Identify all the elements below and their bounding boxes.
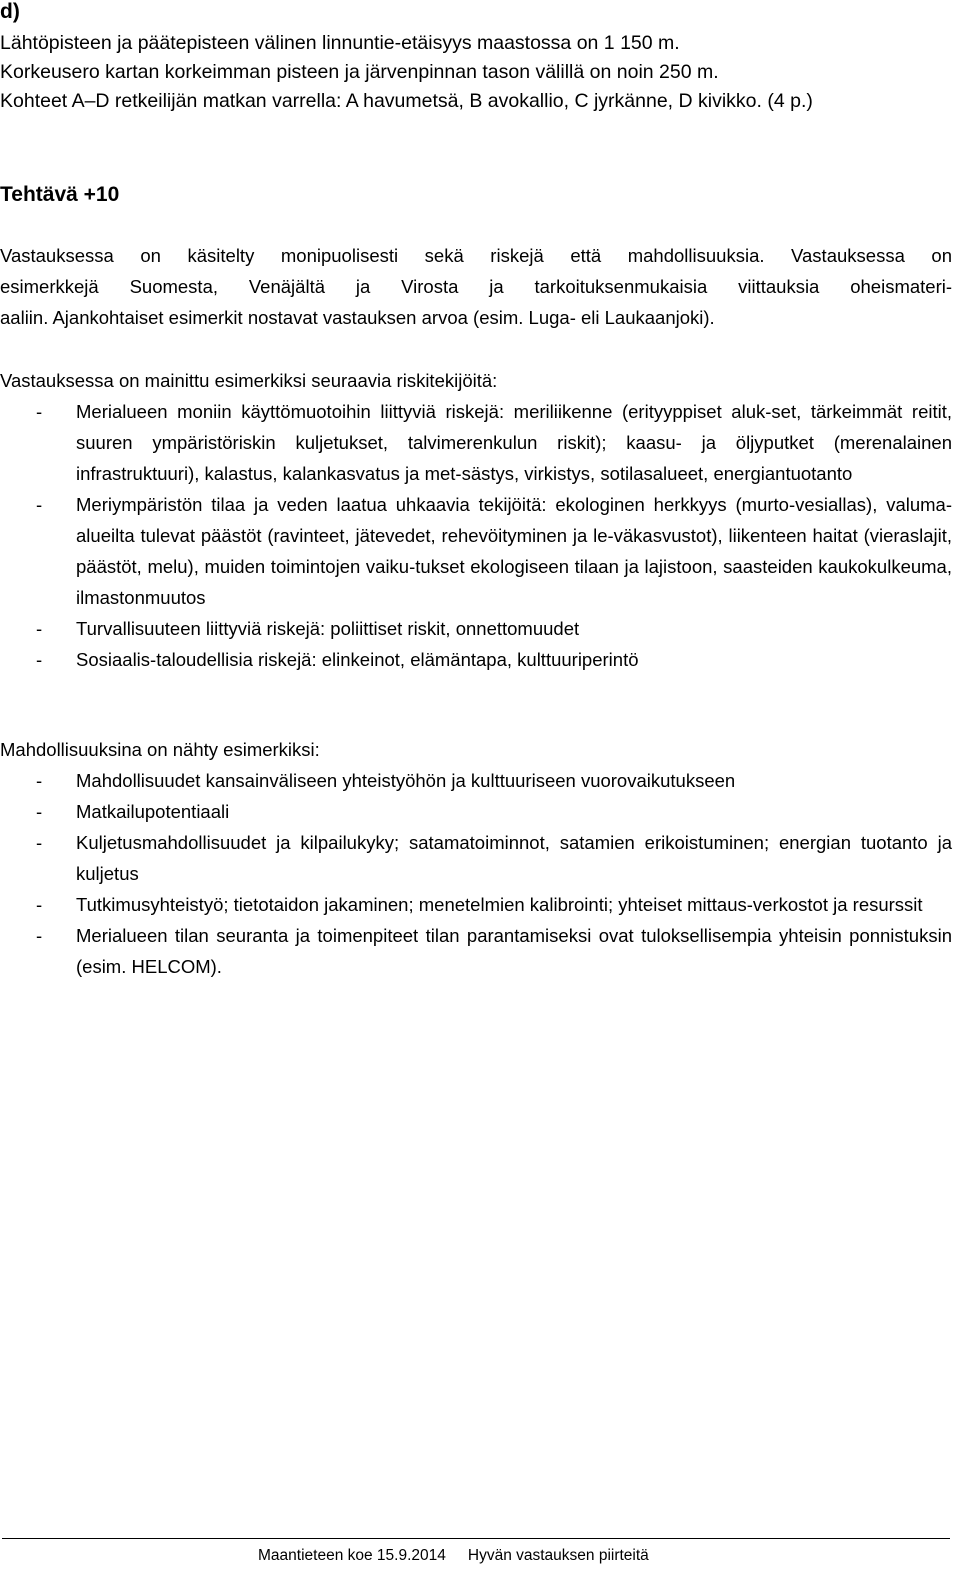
part-answer [0,29,955,116]
paragraph-line: esimerkkejä Suomesta, Venäjältä ja Virosta ja tarkoituksenmukaisia viittauksia oheismateri- [0,276,952,297]
list-item [0,827,952,889]
list-item [0,920,952,982]
list-item [0,889,952,920]
footer-title: Hyvän vastauksen piirteitä [467,1547,649,1564]
list-item-text: Kuljetusmahdollisuudet ja kilpailukyky; satamatoiminnot, satamien erikoistuminen; energian tuotanto ja kuljetus [76,832,952,884]
dash-bullet: - [36,801,43,822]
list-item-text: Mahdollisuudet kansainväliseen yhteistyöhön ja kulttuuriseen vuorovaikutukseen [76,770,736,791]
dash-bullet: - [36,832,43,853]
task-paragraph [0,240,952,333]
list-item-text: Meriympäristön tilaa ja veden laatua uhkaavia tekijöitä: ekologinen herkkyys (murto-vesiallas), valuma-alueilta tulevat päästöt (ravinteet, jätevedet, rehevöityminen ja le-väkasvustot), liikenteen haitat (vieraslajit, päästöt, melu), muiden toimintojen vaiku-tukset ekologiseen tilaan ja lajistoon, saasteiden kaukokulkeuma, ilmastonmuutos [76,494,952,608]
part-line: Lähtöpisteen ja päätepisteen välinen linnuntie-etäisyys maastossa on 1 150 m. [0,32,680,54]
risks-intro: Vastauksessa on mainittu esimerkiksi seuraavia riskitekijöitä: [0,370,498,391]
list-item-text: Merialueen moniin käyttömuotoihin liittyviä riskejä: meriliikenne (erityyppiset aluk-set, tärkeimmät reitit, suuren ympäristöriskin kuljetukset, talvimerenkulun riskit); kaasu- ja öljyputket (merenalainen infrastruktuuri), kalastus, kalankasvatus ja met-sästys, virkistys, sotilasalueet, energiantuotanto [76,401,952,484]
page-footer [258,1545,649,1567]
part-label: d) [0,0,20,23]
task-heading: Tehtävä +10 [0,183,120,206]
dash-bullet: - [36,925,43,946]
opportunities-list [0,765,952,982]
footer-exam: Maantieteen koe 15.9.2014 [258,1547,446,1564]
list-item [0,796,952,827]
list-item [0,644,952,675]
list-item-text: Sosiaalis-taloudellisia riskejä: elinkeinot, elämäntapa, kulttuuriperintö [76,649,639,670]
dash-bullet: - [36,770,43,791]
list-item-text: Matkailupotentiaali [76,801,230,822]
footer-divider [2,1538,950,1539]
list-item [0,396,952,489]
paragraph-line: Vastauksessa on käsitelty monipuolisesti sekä riskejä että mahdollisuuksia. Vastauksessa on [0,245,952,266]
list-item [0,613,952,644]
list-item-text: Turvallisuuteen liittyviä riskejä: poliittiset riskit, onnettomuudet [76,618,580,639]
dash-bullet: - [36,494,43,515]
paragraph-line: aaliin. Ajankohtaiset esimerkit nostavat vastauksen arvoa (esim. Luga- eli Laukaanjoki). [0,307,715,328]
opportunities-intro: Mahdollisuuksina on nähty esimerkiksi: [0,739,320,760]
list-item [0,489,952,613]
dash-bullet: - [36,618,43,639]
list-item-text: Merialueen tilan seuranta ja toimenpiteet tilan parantamiseksi ovat tuloksellisempia yhteisin ponnistuksin (esim. HELCOM). [76,925,952,977]
risks-list [0,396,952,675]
dash-bullet: - [36,894,43,915]
list-item-text: Tutkimusyhteistyö; tietotaidon jakaminen; menetelmien kalibrointi; yhteiset mittaus-verkostot ja resurssit [76,894,923,915]
dash-bullet: - [36,649,43,670]
list-item [0,765,952,796]
part-line: Kohteet A–D retkeilijän matkan varrella: A havumetsä, B avokallio, C jyrkänne, D kivikko. (4 p.) [0,90,813,112]
part-line: Korkeusero kartan korkeimman pisteen ja järvenpinnan tason välillä on noin 250 m. [0,61,719,83]
dash-bullet: - [36,401,43,422]
